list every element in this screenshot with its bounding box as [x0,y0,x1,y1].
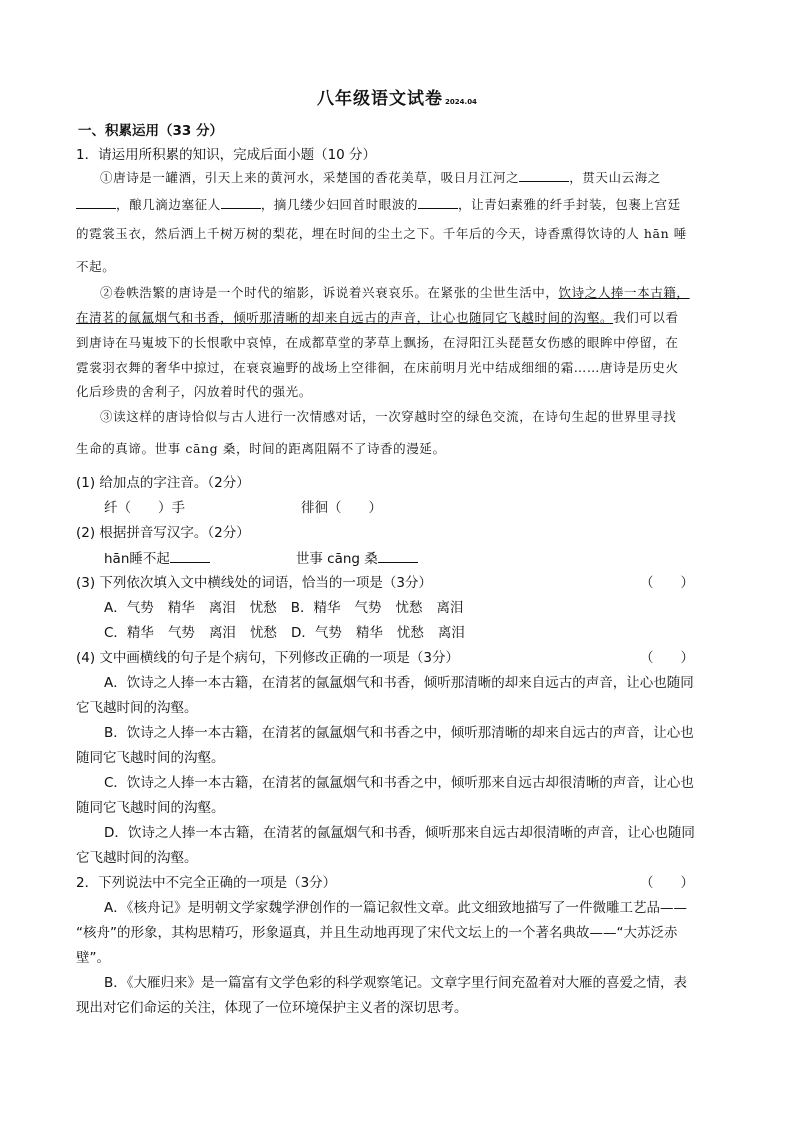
passage-p3-line2: 生命的真谛。世事 cāng 桑，时间的距离阻隔不了诗香的漫延。 [76,441,446,456]
q2-option-b-line1[interactable]: B．《大雁归来》是一篇富有文学色彩的科学观察笔记。文章字里行间充盈着对大雁的喜爱之情，表 [104,975,688,991]
answer-paren[interactable]: （ ） [640,650,694,666]
option-d-word: 忧愁 [396,625,424,641]
option-a-word: 精华 [167,600,195,616]
passage-p1-line4: 不起。 [76,259,116,274]
pinyin-item-b[interactable]: 徘徊（ ） [301,500,382,516]
passage-text: ，贯天山云海之 [569,170,661,185]
passage-text: ②卷帙浩繁的唐诗是一个时代的缩影，诉说着兴衰哀乐。在紧张的尘世生活中， [100,285,559,300]
passage-text: 我们可以看 [613,310,679,325]
answer-paren[interactable]: （ ） [640,575,694,591]
option-c-word: 忧愁 [249,625,277,641]
option-b-word: 离泪 [436,600,464,616]
option-a-word: 忧愁 [249,600,277,616]
passage-text: ，酿几滴边塞征人 [116,197,221,212]
exam-title [0,84,794,109]
passage-text: ①唐诗是一罐酒，引天上来的黄河水，采楚国的香花美草，吸日月江河之 [100,170,520,185]
passage-p2-line4: 霓裳羽衣舞的奢华中掠过，在衰哀遍野的战场上空徘徊，在床前明月光中结成细细的霜……唐诗是历史火 [76,360,679,375]
passage-p2-line5: 化后珍贵的舍利子，闪放着时代的强光。 [76,384,312,399]
q2-option-a-line1[interactable]: A．《核舟记》是明朝文学家魏学洢创作的一篇记叙性文章。此文细致地描写了一件微雕工艺品—— [104,900,687,916]
passage-p2-line2 [76,309,722,327]
passage-p1-line3: 的霓裳玉衣，然后洒上千树万树的梨花，埋在时间的尘土之下。千年后的今天，诗香熏得饮诗的人 hān 唾 [76,226,687,241]
exam-date: 2024.04 [445,98,477,106]
fill-blank-3[interactable] [221,195,261,209]
fill-blank-1[interactable] [519,168,569,182]
passage-p1-line1 [100,168,746,187]
answer-paren[interactable]: （ ） [640,875,694,891]
fill-blank-2[interactable] [76,195,116,209]
option-a-line1[interactable]: A．饮诗之人捧一本古籍，在清茗的氤氲烟气和书香，倾听那清晰的却来自远古的声音，让心也随同 [104,675,694,691]
option-a-word[interactable]: A．气势 [104,600,154,616]
passage-p1-line2 [76,195,722,214]
option-d-word: 精华 [355,625,383,641]
fill-blank-4[interactable] [418,195,458,209]
q2-option-a-line3: 壁”。 [76,950,110,966]
title-text: 八年级语文试卷 [317,89,444,109]
passage-p3-line1: ③读这样的唐诗恰似与古人进行一次情感对话，一次穿越时空的绿色交流，在诗句生起的世界里寻找 [100,409,677,424]
option-d-word: 离泪 [437,625,465,641]
option-a-word: 离泪 [208,600,236,616]
option-c-word: 气势 [167,625,195,641]
subquestion-3-stem: (3) 下列依次填入文中横线处的词语，恰当的一项是（3分） [76,575,433,591]
subquestion-1-stem: (1) 给加点的字注音。（2分） [76,475,250,491]
option-b-line1[interactable]: B．饮诗之人捧一本古籍，在清茗的氤氲烟气和书香之中，倾听那清晰的却来自远古的声音，让心也 [104,725,694,741]
question-1-stem: 1．请运用所积累的知识，完成后面小题（10 分） [76,147,377,163]
underlined-sentence: 饮诗之人捧一本古籍， [558,285,690,300]
option-c-line1[interactable]: C．饮诗之人捧一本古籍，在清茗的氤氲烟气和书香之中，倾听那来自远古却很清晰的声音，让心也 [104,775,694,791]
subquestion-1-items [104,499,750,517]
option-b-word: 气势 [354,600,382,616]
passage-p2-line3: 到唐诗在马嵬坡下的长恨歌中哀悼，在成都草堂的茅草上飘扬，在浔阳江头琵琶女伤感的眼眸中停留，在 [76,335,679,350]
question-2-stem: 2．下列说法中不完全正确的一项是（3分） [76,875,337,891]
option-c-line2: 随同它飞越时间的沟壑。 [76,800,225,816]
options-row-ab [104,599,750,617]
option-c-word: 离泪 [208,625,236,641]
passage-text: ，摘几缕少妇回首时眼波的 [260,197,419,212]
answer-blank-b[interactable] [378,549,418,563]
option-a-line2: 它飞越时间的沟壑。 [76,700,198,716]
q2-option-a-line2: “核舟”的形象，其构思精巧，形象逼真，并且生动地再现了宋代文坛上的一个著名典故——“大苏泛赤 [76,925,678,941]
options-row-cd [104,624,750,642]
subquestion-2-stem: (2) 根据拼音写汉字。（2分） [76,525,250,541]
option-c-word[interactable]: C．精华 [104,625,154,641]
pinyin-item-a[interactable]: 纤（ ）手 [104,500,185,516]
option-d-line2: 它飞越时间的沟壑。 [76,850,198,866]
subquestion-4-stem: (4) 文中画横线的句子是个病句，下列修改正确的一项是（3分） [76,650,460,666]
underlined-sentence: 在清茗的氤氲烟气和书香，倾听那清晰的却来自远古的声音，让心也随同它飞越时间的沟壑。 [76,310,614,325]
option-d-word[interactable]: D．气势 [290,625,342,641]
passage-p2-line1 [100,284,746,302]
subquestion-2-items [104,549,750,568]
option-b-line2: 随同它飞越时间的沟壑。 [76,750,225,766]
hanzi-item-b: 世事 cāng 桑 [295,551,378,567]
option-b-word: 忧愁 [395,600,423,616]
hanzi-item-a: hān睡不起 [104,551,170,567]
answer-blank-a[interactable] [170,549,210,563]
section-heading: 一、积累运用（33 分） [78,123,223,139]
q2-option-b-line2: 现出对它们命运的关注，体现了一位环境保护主义者的深切思考。 [76,1000,468,1016]
option-d-line1[interactable]: D．饮诗之人捧一本古籍，在清茗的氤氲烟气和书香，倾听那来自远古却很清晰的声音，让心也随同 [104,825,695,841]
option-b-word[interactable]: B．精华 [290,600,341,616]
passage-text: ，让青妇素雅的纤手封装，包裹上宫廷 [458,197,681,212]
